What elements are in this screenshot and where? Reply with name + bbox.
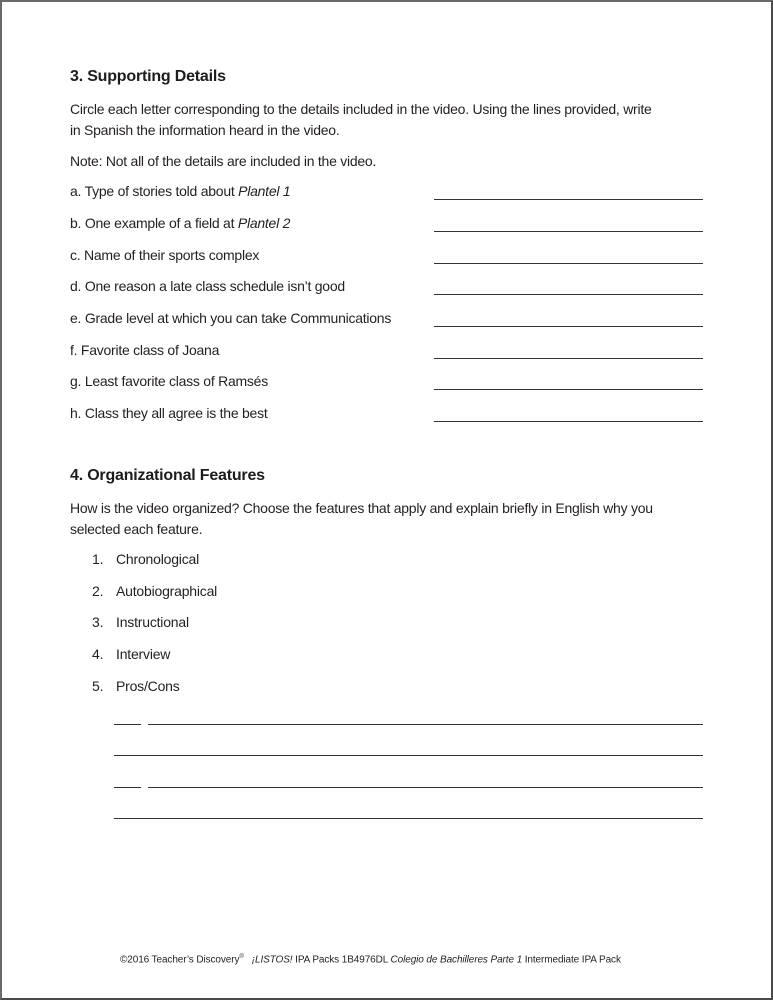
detail-item-text: Type of stories told about bbox=[84, 183, 239, 199]
option-number: 3. bbox=[92, 614, 104, 630]
footer-product: IPA Packs 1B4976DL bbox=[292, 954, 391, 966]
section-3-heading: 3. Supporting Details bbox=[70, 68, 226, 85]
detail-item-text: Grade level at which you can take Communications bbox=[84, 310, 392, 326]
option-label: Interview bbox=[116, 646, 171, 662]
detail-item-text: Least favorite class of Ramsés bbox=[84, 373, 268, 389]
detail-item-italic: Plantel 1 bbox=[238, 183, 291, 199]
detail-item-text: One example of a field at bbox=[84, 215, 238, 231]
detail-answer-line[interactable] bbox=[434, 421, 703, 422]
feature-explanation-line-2b[interactable] bbox=[114, 818, 703, 819]
detail-answer-line[interactable] bbox=[434, 389, 703, 390]
option-number: 1. bbox=[92, 551, 104, 567]
option-number: 4. bbox=[92, 646, 104, 662]
detail-item-a[interactable] bbox=[70, 183, 704, 203]
footer-suffix: Intermediate IPA Pack bbox=[522, 954, 621, 966]
detail-answer-line[interactable] bbox=[434, 294, 703, 295]
page-footer bbox=[120, 954, 621, 965]
detail-answer-line[interactable] bbox=[434, 199, 703, 200]
section-3-instructions-line-2: in Spanish the information heard in the video. bbox=[70, 122, 340, 138]
feature-option-autobiographical[interactable] bbox=[92, 583, 217, 599]
option-label: Pros/Cons bbox=[116, 678, 180, 694]
section-4-instructions-line-2: selected each feature. bbox=[70, 521, 203, 537]
detail-item-b[interactable] bbox=[70, 215, 704, 235]
detail-item-c[interactable] bbox=[70, 247, 704, 267]
feature-choice-line-1[interactable] bbox=[114, 724, 141, 725]
feature-option-pros-cons[interactable] bbox=[92, 678, 180, 694]
footer-brand: ¡LISTOS! bbox=[251, 954, 293, 966]
detail-item-e[interactable] bbox=[70, 310, 704, 330]
option-label: Autobiographical bbox=[116, 583, 218, 599]
detail-item-label bbox=[70, 342, 219, 358]
option-label: Instructional bbox=[116, 614, 189, 630]
registered-mark: ® bbox=[239, 954, 244, 960]
detail-item-letter[interactable]: h. bbox=[70, 405, 82, 421]
feature-explanation-line-2a[interactable] bbox=[148, 787, 703, 788]
detail-item-text: Name of their sports complex bbox=[84, 247, 260, 263]
detail-item-letter[interactable]: g. bbox=[70, 373, 82, 389]
section-3-instructions-line-1: Circle each letter corresponding to the details included in the video. Using the lines provided, write bbox=[70, 101, 652, 117]
section-3-note: Note: Not all of the details are included in the video. bbox=[70, 153, 377, 169]
option-number: 5. bbox=[92, 678, 104, 694]
detail-item-g[interactable] bbox=[70, 373, 704, 393]
section-4-heading: 4. Organizational Features bbox=[70, 467, 265, 484]
detail-item-label bbox=[70, 215, 290, 231]
detail-item-f[interactable] bbox=[70, 342, 704, 362]
footer-title: Colegio de Bachilleres Parte 1 bbox=[390, 954, 523, 966]
detail-item-text: One reason a late class schedule isn’t good bbox=[84, 278, 345, 294]
detail-item-label bbox=[70, 247, 259, 263]
feature-choice-line-2[interactable] bbox=[114, 787, 141, 788]
section-4-instructions-line-1: How is the video organized? Choose the features that apply and explain briefly in English why you bbox=[70, 500, 653, 516]
feature-explanation-line-1b[interactable] bbox=[114, 755, 703, 756]
feature-explanation-line-1a[interactable] bbox=[148, 724, 703, 725]
detail-item-h[interactable] bbox=[70, 405, 704, 425]
detail-item-label bbox=[70, 310, 391, 326]
feature-option-instructional[interactable] bbox=[92, 614, 189, 630]
detail-item-label bbox=[70, 405, 267, 421]
detail-item-label bbox=[70, 183, 290, 199]
detail-item-text: Favorite class of Joana bbox=[80, 342, 220, 358]
section-4-instructions bbox=[70, 498, 653, 540]
feature-option-interview[interactable] bbox=[92, 646, 170, 662]
detail-item-letter[interactable]: b. bbox=[70, 215, 82, 231]
detail-item-italic: Plantel 2 bbox=[237, 215, 291, 231]
option-label: Chronological bbox=[116, 551, 200, 567]
option-number: 2. bbox=[92, 583, 104, 599]
footer-copyright: ©2016 Teacher’s Discovery bbox=[120, 954, 240, 966]
detail-item-letter[interactable]: a. bbox=[70, 183, 82, 199]
detail-item-text: Class they all agree is the best bbox=[84, 405, 268, 421]
detail-answer-line[interactable] bbox=[434, 231, 703, 232]
detail-item-letter[interactable]: d. bbox=[70, 278, 82, 294]
detail-answer-line[interactable] bbox=[434, 326, 703, 327]
detail-answer-line[interactable] bbox=[434, 358, 703, 359]
detail-item-label bbox=[70, 278, 345, 294]
detail-item-letter[interactable]: f. bbox=[70, 342, 78, 358]
detail-answer-line[interactable] bbox=[434, 263, 703, 264]
section-3-instructions bbox=[70, 99, 652, 141]
detail-item-label bbox=[70, 373, 268, 389]
detail-item-letter[interactable]: c. bbox=[70, 247, 81, 263]
detail-item-d[interactable] bbox=[70, 278, 704, 298]
detail-item-letter[interactable]: e. bbox=[70, 310, 82, 326]
feature-option-chronological[interactable] bbox=[92, 551, 199, 567]
